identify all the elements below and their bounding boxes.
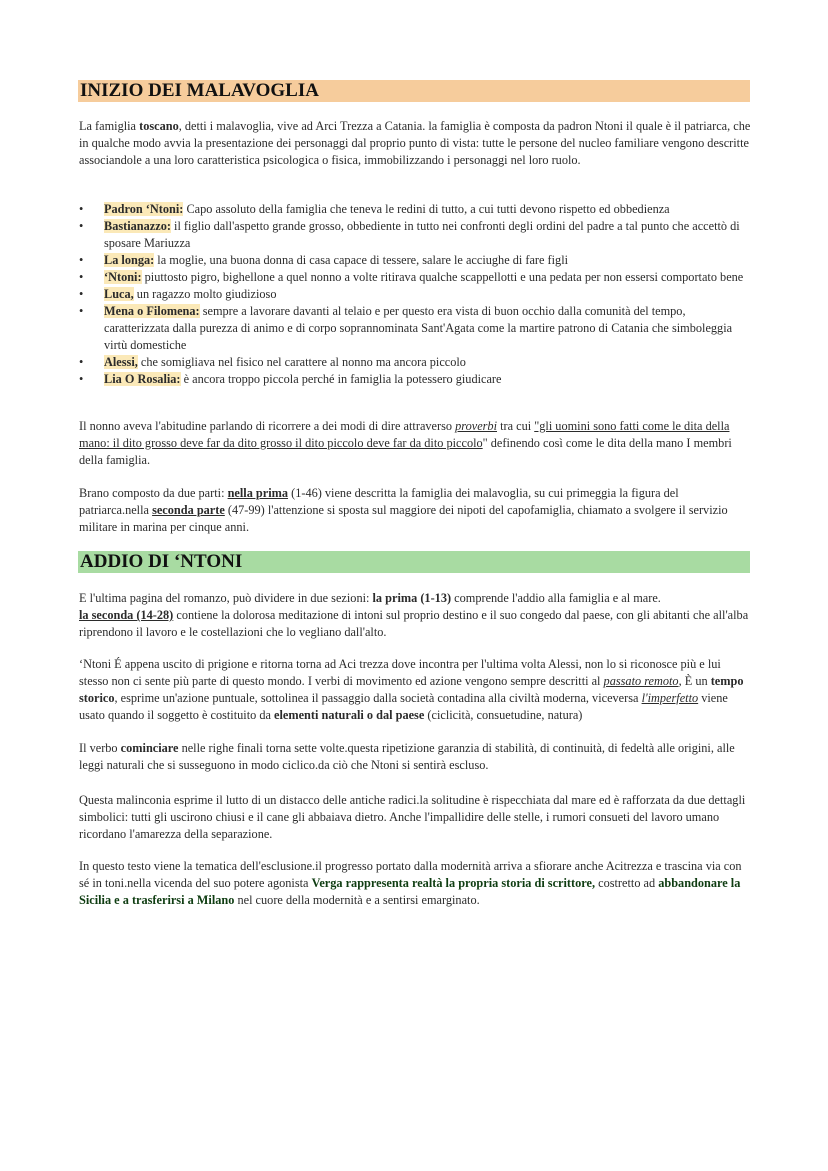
section-heading-addio: ADDIO DI ‘NTONI (78, 551, 750, 573)
character-desc: un ragazzo molto giudizioso (133, 287, 277, 301)
bold-green-text: Verga rappresenta realtà la propria storia di scrittore, (311, 876, 596, 890)
text: (1-46) viene descritta la famiglia dei malavoglia, su cui primeggia la figura del patriarca.nella (79, 486, 679, 517)
character-desc: piuttosto pigro, bighellone a quel nonno a volte ritirava qualche scappellotti e una pedata per non essersi comportato bene (141, 270, 744, 284)
character-desc: Capo assoluto della famiglia che teneva le redini di tutto, a cui tutti devono rispetto ed obbedienza (183, 202, 670, 216)
section-heading-inizio: INIZIO DEI MALAVOGLIA (78, 80, 750, 102)
ntoni-paragraph (79, 656, 751, 724)
bullet-icon: • (79, 304, 84, 318)
text: Brano composto da due parti: (79, 486, 228, 500)
text: Il nonno aveva l'abitudine parlando di ricorrere a dei modi di dire attraverso (79, 419, 456, 433)
text: La famiglia (79, 119, 140, 133)
character-name: Alessi, (104, 355, 138, 369)
list-item (79, 303, 751, 354)
esclusione-paragraph (79, 858, 751, 909)
underlined-quote: "gli uomini sono fatti come le dita della mano: il dito grosso deve far da dito grosso il dito piccolo deve far da dito piccolo (79, 419, 730, 450)
italic-underlined-text: l'imperfetto (641, 691, 699, 705)
bold-underlined-text: seconda parte (152, 503, 225, 517)
list-item (79, 269, 751, 286)
bullet-icon: • (79, 253, 84, 267)
text: " definendo così come le dita della mano I membri della famiglia. (79, 436, 732, 467)
text: costretto ad (595, 876, 659, 890)
list-item (79, 354, 751, 371)
italic-underlined-text: proverbi (455, 419, 498, 433)
bullet-icon: • (79, 287, 84, 301)
verbo-paragraph (79, 740, 751, 774)
list-item (79, 252, 751, 269)
list-item (79, 201, 751, 218)
proverbi-paragraph (79, 418, 751, 469)
bold-text: elementi naturali o dal paese (274, 708, 425, 722)
bold-text: toscano (139, 119, 179, 133)
character-desc: sempre a lavorare davanti al telaio e per questo era vista di buon occhio dalla comunità del tempo, caratterizzata dalla purezza di animo e di corpo soprannominata Sant'Agata come la martire patrono di Catania che simboleggia virtù domestiche (104, 304, 733, 352)
text: , detti i malavoglia, vive ad Arci Trezza a Catania. la famiglia è composta da padron Ntoni il quale è il patriarca, che in qualche modo avvia la presentazione dei personaggi dal proprio punto di vista: tutte le persone del nucleo familiare vengono descritte associandole a una loro caratteristica psicologica o fisica, immobilizzando i personaggi nel loro ruolo. (79, 119, 751, 167)
character-name: Bastianazzo: (104, 219, 171, 233)
text: , esprime un'azione puntuale, sottolinea il passaggio dalla società contadina alla civiltà moderna, viceversa (114, 691, 642, 705)
character-name: La longa: (104, 253, 155, 267)
brano-paragraph (79, 485, 751, 536)
bold-underlined-text: nella prima (227, 486, 289, 500)
text: ‘Ntoni É appena uscito di prigione e ritorna torna ad Aci trezza dove incontra per l'ultima volta Alessi, non lo si riconosce più e lui stesso non ci sente più parte di questo mondo. I verbi di movimento ed azione vengono sempre descritti al (79, 657, 721, 688)
intro-paragraph (79, 118, 751, 169)
character-name: Mena o Filomena: (104, 304, 200, 318)
text: comprende l'addio alla famiglia e al mare. (451, 591, 661, 605)
bold-underlined-text: la seconda (14-28) (79, 608, 174, 622)
bold-text: cominciare (120, 741, 179, 755)
characters-list (79, 201, 751, 388)
character-name: ‘Ntoni: (104, 270, 142, 284)
text: , È un (678, 674, 711, 688)
text: (47-99) l'attenzione si sposta sul maggiore dei nipoti del capofamiglia, chiamato a svolgere il servizio militare in marina per cinque anni. (79, 503, 728, 534)
malinconia-paragraph: Questa malinconia esprime il lutto di un distacco delle antiche radici.la solitudine è rispecchiata dal mare ed è rafforzata da due dettagli simbolici: tutti gli uscirono chiusi e il cane gli abbaiava dietro. Anche l'impallidire delle stelle, i rumori consueti del lavoro umano ricordano l'amarezza della separazione. (79, 793, 746, 841)
list-item (79, 286, 751, 303)
bullet-icon: • (79, 372, 84, 386)
bullet-icon: • (79, 355, 84, 369)
bullet-icon: • (79, 202, 84, 216)
character-desc: è ancora troppo piccola perché in famiglia la potessero giudicare (180, 372, 502, 386)
bold-text: tempo storico (79, 674, 744, 705)
text: E l'ultima pagina del romanzo, può dividere in due sezioni: (79, 591, 373, 605)
sections-paragraph (79, 590, 751, 641)
text: contiene la dolorosa meditazione di intoni sul proprio destino e il suo congedo dal paese, con gli abitanti che all'alba riprendono il lavoro e le costellazioni che lo vegliano dall'alto. (79, 608, 749, 639)
bold-text: la prima (1-13) (372, 591, 452, 605)
text: Il verbo (79, 741, 121, 755)
character-name: Luca, (104, 287, 134, 301)
text: In questo testo viene la tematica dell'esclusione.il progresso portato dalla modernità arriva a sfiorare anche Acitrezza e trascina via con sé in toni.nella vicenda del suo potere agonista (79, 859, 742, 890)
text: nel cuore della modernità e a sentirsi emarginato. (234, 893, 480, 907)
bullet-icon: • (79, 219, 84, 233)
list-item (79, 218, 751, 252)
bold-green-text: abbandonare la Sicilia e a trasferirsi a Milano (79, 876, 741, 907)
text: (ciclicità, consuetudine, natura) (424, 708, 583, 722)
bullet-icon: • (79, 270, 84, 284)
character-desc: che somigliava nel fisico nel carattere al nonno ma ancora piccolo (137, 355, 466, 369)
character-name: Lia O Rosalia: (104, 372, 181, 386)
text: nelle righe finali torna sette volte.questa ripetizione garanzia di stabilità, di continuità, di fedeltà alle origini, alle leggi naturali che si susseguono in modo ciclico.da ciò che Ntoni si sentirà escluso. (79, 741, 735, 772)
italic-underlined-text: passato remoto (603, 674, 679, 688)
character-name: Padron ‘Ntoni: (104, 202, 184, 216)
text: tra cui (497, 419, 535, 433)
list-item (79, 371, 751, 388)
character-desc: il figlio dall'aspetto grande grosso, obbediente in tutto nei confronti degli ordini del padre a tal punto che accettò di sposare Mariuzza (104, 219, 740, 250)
text: viene usato quando il soggetto è costituito da (79, 691, 728, 722)
character-desc: la moglie, una buona donna di casa capace di tessere, salare le acciughe di fare figli (154, 253, 569, 267)
